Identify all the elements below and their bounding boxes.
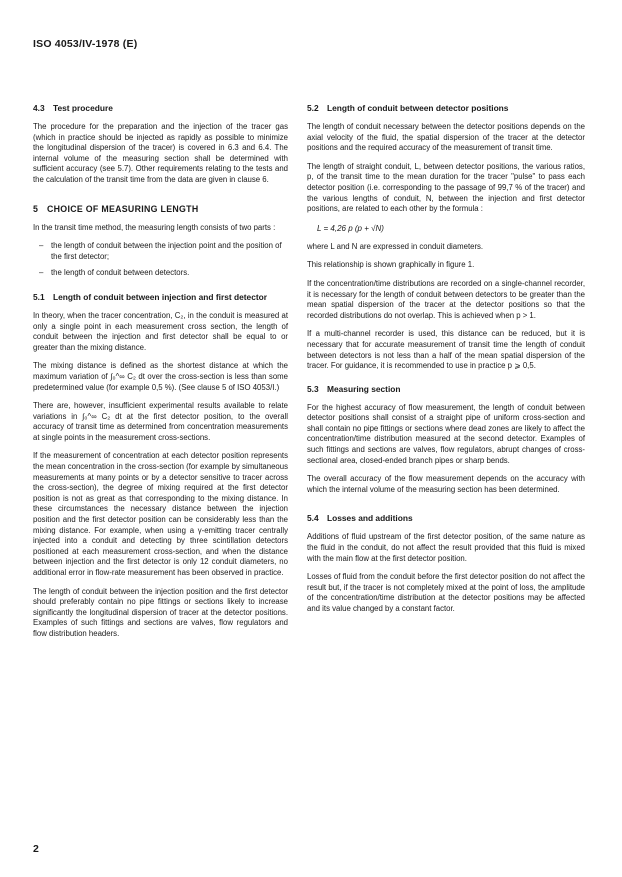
section-5-3-heading (307, 384, 585, 394)
list-item: – the length of conduit between detectors. (39, 268, 190, 278)
document-header: ISO 4053/IV-1978 (E) (33, 38, 138, 50)
section-number: 5.2 (307, 103, 319, 113)
paragraph: If the measurement of concentration at each detector position represents the mean concentration in the cross-section (for example by simultaneous measurements at many points or by a detector sensitive to tracer across the cross-section), the degree of mixing required at the first detector position is not as great as that corresponding to the mixing distance. In these circumstances the necessary distance between the injection position and the first detector position can be considerably less than the mixing distance. For example, when using a γ-emitting tracer centrally injected into a conduit and detecting by three scintillation detectors positioned at each measurement cross-section, and when the distance between injection and the first detector is only 12 conduit diameters, no additional error in flow-rate measurement has been observed in practice. (33, 451, 288, 577)
formula: L = 4,26 p (p + √N) (317, 223, 384, 233)
section-title: Length of conduit between detector positions (327, 103, 509, 113)
paragraph: This relationship is shown graphically in figure 1. (307, 260, 475, 270)
section-5-heading (33, 204, 288, 214)
paragraph: where L and N are expressed in conduit diameters. (307, 241, 484, 251)
section-5-2-heading (307, 103, 585, 113)
list-item: – the length of conduit between the injection point and the position of the first detector; (39, 241, 282, 261)
paragraph: In the transit time method, the measuring length consists of two parts : (33, 222, 276, 232)
section-5-4-heading (307, 513, 585, 523)
paragraph: The length of conduit necessary between the detector positions depends on the axial velocity of the fluid, the spatial dispersion of the tracer at the detector positions and the required accuracy of the measurement of transit time. (307, 122, 585, 153)
section-title: Length of conduit between injection and first detector (53, 291, 268, 302)
left-column (33, 103, 288, 648)
section-title: Measuring section (327, 383, 401, 394)
paragraph: The length of conduit between the injection position and the first detector should preferably contain no pipe fittings or sections likely to increase significantly the longitudinal dispersion of tracer at the detector positions. Examples of such fittings and sections are valves, flow regulators and flow distribution headers. (33, 586, 288, 638)
section-number: 5.1 (33, 291, 45, 302)
section-number: 5.4 (307, 513, 319, 524)
paragraph: In theory, when the tracer concentration, C₂, in the conduit is measured at only a single point in each measurement cross section, the length of conduit between the injection and first detector shall be equal to or greater than the mixing distance. (33, 310, 288, 352)
right-column (307, 103, 585, 623)
section-5-1-heading (33, 292, 288, 302)
paragraph: Losses of fluid from the conduit before the first detector position do not affect the result but, if the tracer is not completely mixed at the point of loss, the amplitude of the concentration/time distribution at the detector positions may be affected and its value changed by a constant factor. (307, 572, 585, 613)
section-number: 4.3 (33, 103, 45, 113)
section-title: Test procedure (53, 103, 113, 113)
paragraph: Additions of fluid upstream of the first detector position, of the same nature as the fluid in the conduit, do not affect the result provided that this fluid is mixed with the main flow at the first detector position. (307, 532, 585, 563)
paragraph: The length of straight conduit, L, between detector positions, the various ratios, p, of the transit time to the mean duration for the tracer "pulse" to pass each detector position (i.e. corresponding to the passage of 99,7 % of the tracer) and the various lengths of conduit, N, between the injection and first detector positions, are related to each other by the formula : (307, 161, 585, 214)
paragraph: There are, however, insufficient experimental results available to relate variations in ∫₀^∞ C₂ dt at the first detector position, to the overall accuracy of transit time as determined from concentration measurements at single points in the measurement cross-sections. (33, 401, 288, 442)
paragraph: For the highest accuracy of flow measurement, the length of conduit between detector positions shall consist of a straight pipe of uniform cross-section and shall contain no pipe fittings or sections where dead zones are likely to affect the concentration/time distribution measured at the second detector. Examples of such fittings and sections are valves, flow regulators, abrupt changes of cross-sectional area, closed-ended branch pipes or sharp bends. (307, 402, 585, 465)
section-number: 5.3 (307, 383, 319, 394)
section-4-3-heading (33, 103, 288, 113)
section-title: CHOICE OF MEASURING LENGTH (47, 203, 199, 214)
paragraph: The mixing distance is defined as the shortest distance at which the maximum variation of ∫₀^∞ C₂ dt over the cross-section is less than some predetermined value (for example 0,5 %). (See clause 5 of ISO 4053/I.) (33, 361, 288, 392)
paragraph: If the concentration/time distributions are recorded on a single-channel recorder, it is necessary for the length of conduit between detectors to be greater than the mean spatial dispersion of the tracer at the detector positions so that the recorded distributions do not overlap. This is achieved when p > 1. (307, 278, 585, 320)
paragraph: The procedure for the preparation and the injection of the tracer gas (which in practice should be injected as rapidly as possible to minimize the longitudinal dispersion of the tracer) is covered in 6.3 and 6.4. The internal volume of the measuring section shall be determined with sufficient accuracy (see 5.7). Other requirements relating to the tests and the calculation of the transit time from the data are given in clause 6. (33, 122, 288, 184)
paragraph: The overall accuracy of the flow measurement depends on the accuracy with which the internal volume of the measuring section has been determined. (307, 474, 585, 494)
section-title: Losses and additions (327, 513, 413, 524)
section-number: 5 (33, 203, 39, 214)
paragraph: If a multi-channel recorder is used, this distance can be reduced, but it is necessary that for accurate measurement of transit time the length of conduit between detectors is not less than a half of the mean spatial dispersion of the tracer. For guidance, it is recommended to use in practice p ⩾ 0,5. (307, 329, 585, 371)
dash-list (33, 241, 288, 279)
page-number: 2 (33, 843, 39, 855)
